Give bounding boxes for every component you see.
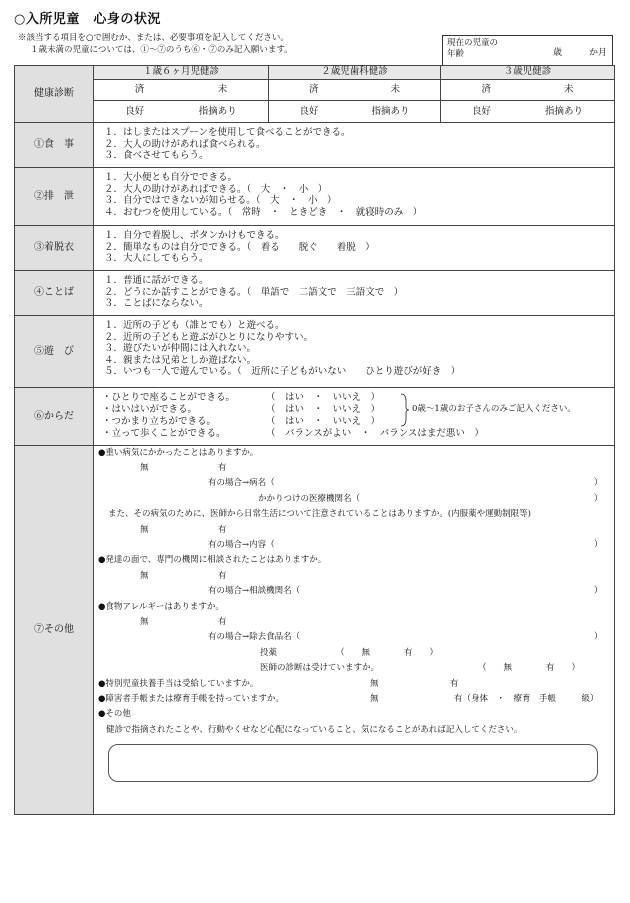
answer-yes[interactable]: 有: [218, 617, 227, 627]
answer-no[interactable]: 無: [140, 525, 149, 535]
disease-name-field[interactable]: 有の場合→病名（: [208, 478, 275, 488]
list-item[interactable]: ４．おむつを使用している。（ 常時 ・ ときどき ・ 就寝時のみ ）: [104, 206, 423, 218]
done-choice-1[interactable]: 済 未: [94, 80, 269, 101]
question-development-consult: ●発達の面で、専門の機関に相談されたことはありますか。: [98, 555, 327, 565]
col-18month-checkup: １歳６ヶ月児健診: [94, 66, 269, 80]
list-item[interactable]: １．自分で着脱し、ボタンかけもできる。: [104, 230, 285, 241]
answer-yes[interactable]: 有: [218, 525, 227, 535]
infant-only-note: 0歳〜1歳のお子さんのみご記入ください。: [412, 404, 576, 414]
body-choice-stand[interactable]: （ はい ・ いいえ ）: [266, 416, 381, 427]
question-doctor-restrictions: また、その病気のために、医師から日常生活について注意されていることはありますか。(内服薬や運動制限等): [108, 509, 531, 519]
section-eating-label: ①食 事: [15, 123, 94, 168]
answer-yes[interactable]: 有: [450, 679, 459, 689]
diagnosis-label: 医師の診断は受けていますか。: [260, 663, 380, 673]
list-item[interactable]: ４．親または兄弟としか遊ばない。: [104, 354, 257, 366]
other-memo-field[interactable]: [108, 744, 598, 782]
list-item[interactable]: ３．大人にしてもらう。: [104, 253, 209, 265]
consult-org-field[interactable]: 有の場合→相談機関名（: [208, 586, 301, 596]
body-item-walk: ・立って歩くことができる。: [102, 428, 226, 439]
paren-close: ）: [594, 540, 603, 550]
done-choice-3[interactable]: 済 未: [441, 80, 615, 101]
page-title: ○入所児童 心身の状況: [14, 12, 161, 27]
status-form-table: [14, 65, 615, 815]
done-choice-2[interactable]: 済 未: [269, 80, 441, 101]
body-item-sit: ・ひとりで座ることができる。: [102, 392, 236, 403]
paren-close: ）: [594, 478, 603, 488]
question-child-allowance: ●特別児童扶養手当は受給していますか。: [98, 679, 259, 689]
list-item[interactable]: １．普通に話ができる。: [104, 275, 209, 286]
list-item[interactable]: ３．遊びたいが仲間には入れない。: [104, 343, 257, 355]
list-item[interactable]: ３．食べさせてもらう。: [104, 150, 209, 162]
section-dressing-label: ③着脱衣: [15, 226, 94, 271]
answer-yes[interactable]: 有: [218, 463, 227, 473]
section-other-label: ⑦その他: [15, 446, 94, 815]
section-other-content[interactable]: [94, 446, 615, 815]
question-food-allergy: ●食物アレルギーはありますか。: [98, 602, 224, 612]
age-years-unit: 歳: [553, 48, 563, 58]
list-item[interactable]: ２．大人の助けがあれば食べられる。: [104, 138, 266, 150]
col-2year-dental: ２歳児歯科健診: [269, 66, 441, 80]
brace-icon: [400, 393, 410, 427]
section-language-options[interactable]: [94, 271, 615, 316]
answer-no[interactable]: 無: [140, 463, 149, 473]
question-serious-illness: ●重い病気にかかったことはありますか。: [98, 448, 259, 458]
body-choice-crawl[interactable]: （ はい ・ いいえ ）: [266, 404, 381, 415]
clinic-name-field[interactable]: かかりつけの医療機関名（: [258, 494, 361, 504]
section-toilet-options[interactable]: [94, 168, 615, 226]
answer-no[interactable]: 無: [370, 694, 379, 704]
question-other: ●その他: [98, 709, 131, 719]
body-item-stand: ・つかまり立ちができる。: [102, 416, 217, 427]
list-item[interactable]: ５．いつも一人で遊んでいる。（ 近所に子どもがいない ひとり遊びが好き ）: [104, 366, 461, 378]
section-toilet-label: ②排 泄: [15, 168, 94, 226]
age-label: 現在の児童の 年齢: [447, 38, 499, 59]
list-item[interactable]: ２．簡単なものは自分でできる。（ 着る 脱ぐ 着脱 ）: [104, 241, 375, 253]
list-item[interactable]: １．近所の子ども（誰とでも）と遊べる。: [104, 320, 285, 331]
paren-close: ）: [594, 586, 603, 596]
result-choice-3[interactable]: 良好 指摘あり: [441, 101, 615, 123]
result-choice-1[interactable]: 良好 指摘あり: [94, 101, 269, 123]
answer-no[interactable]: 無: [140, 571, 149, 581]
handbook-detail-choice[interactable]: 有（身体 ・ 療育 手帳 級）: [454, 694, 599, 704]
list-item[interactable]: ３．自分ではできないが知らせる。（ 大 ・ 小 ）: [104, 195, 337, 207]
list-item[interactable]: ２．どうにか話すことができる。（ 単語で 二語文で 三語文で ）: [104, 286, 404, 298]
question-disability-handbook: ●障害者手帳または療育手帳を持っていますか。: [98, 694, 284, 704]
diagnosis-choice[interactable]: （ 無 有 ）: [478, 663, 581, 673]
list-item[interactable]: １．はしまたはスプーンを使用して食べることができる。: [104, 127, 351, 138]
instruction-note: ※該当する項目を○で囲むか、または、必要事項を記入してください。: [18, 33, 289, 43]
section-body-label: ⑥からだ: [15, 388, 94, 446]
other-instructions: 健診で指摘されたことや、行動やくせなど心配になっていること、気になることがあれば記入してください。: [106, 725, 523, 735]
answer-yes[interactable]: 有: [218, 571, 227, 581]
section-language-label: ④ことば: [15, 271, 94, 316]
health-checkup-label: 健康診断: [15, 66, 94, 123]
age-months-unit: か月: [589, 48, 608, 58]
section-play-label: ⑤遊 び: [15, 316, 94, 388]
instruction-note-infant: １歳未満の児童については、①〜⑦のうち⑥・⑦のみ記入願います。: [30, 45, 293, 55]
col-3year-checkup: ３歳児健診: [441, 66, 615, 80]
answer-no[interactable]: 無: [140, 617, 149, 627]
answer-no[interactable]: 無: [370, 679, 379, 689]
medication-label: 投薬: [260, 648, 278, 658]
excluded-food-field[interactable]: 有の場合→除去食品名（: [208, 632, 301, 642]
list-item[interactable]: ２．大人の助けがあればできる。（ 大 ・ 小 ）: [104, 183, 328, 195]
section-eating-options[interactable]: [94, 123, 615, 168]
current-age-box[interactable]: [442, 35, 613, 66]
list-item[interactable]: １．大小便とも自分でできる。: [104, 172, 238, 183]
section-body-options[interactable]: [94, 388, 615, 446]
body-choice-sit[interactable]: （ はい ・ いいえ ）: [266, 392, 381, 403]
list-item[interactable]: ２．近所の子どもと遊ぶがひとりになりやすい。: [104, 331, 314, 343]
paren-close: ）: [594, 494, 603, 504]
body-choice-walk[interactable]: （ バランスがよい ・ バランスはまだ悪い ）: [266, 428, 484, 439]
list-item[interactable]: ３．ことばにならない。: [104, 298, 209, 310]
restriction-content-field[interactable]: 有の場合→内容（: [208, 540, 275, 550]
medication-choice[interactable]: （ 無 有 ）: [336, 648, 439, 658]
section-dressing-options[interactable]: [94, 226, 615, 271]
body-item-crawl: ・はいはいができる。: [102, 404, 198, 415]
section-play-options[interactable]: [94, 316, 615, 388]
result-choice-2[interactable]: 良好 指摘あり: [269, 101, 441, 123]
paren-close: ）: [594, 632, 603, 642]
